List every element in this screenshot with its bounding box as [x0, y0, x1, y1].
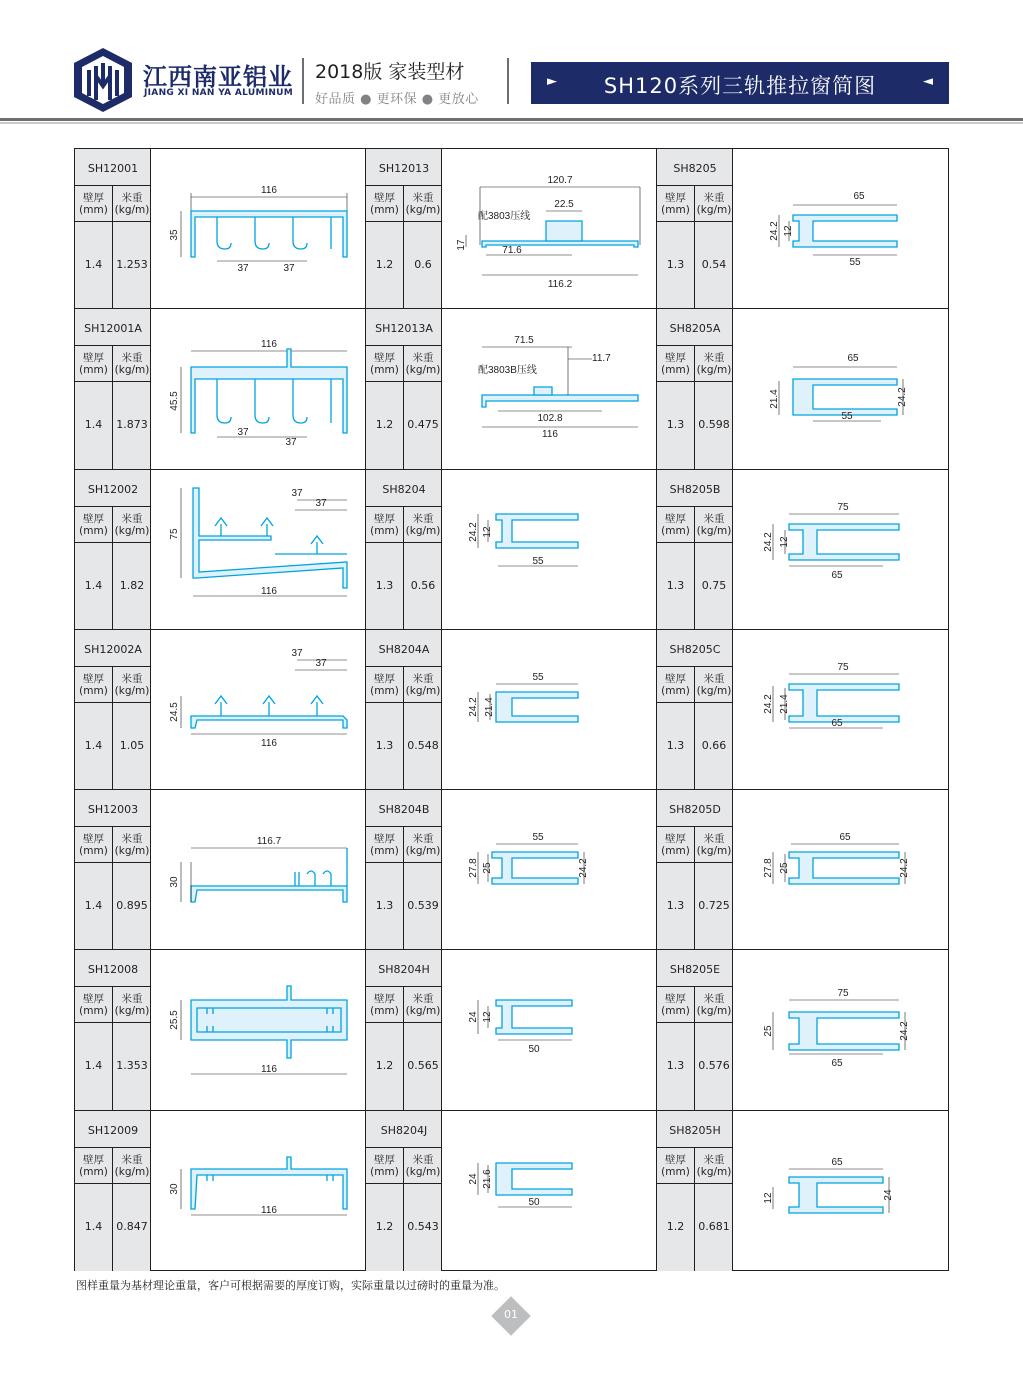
thickness-value: 1.4: [75, 863, 113, 949]
weight-value: 1.82: [119, 578, 145, 592]
weight-value: 1.873: [116, 418, 148, 432]
profile-code: SH8204: [366, 470, 442, 507]
thickness-value: 1.3: [657, 863, 695, 949]
svg-text:21.4: 21.4: [484, 697, 495, 717]
weight-header: 米重 (kg/m): [695, 507, 733, 543]
thickness-header: 壁厚 (mm): [75, 987, 113, 1023]
weight-value: 0.75: [701, 578, 727, 592]
svg-text:24.2: 24.2: [578, 858, 589, 878]
svg-text:24.2: 24.2: [899, 858, 910, 878]
svg-text:116: 116: [261, 737, 277, 749]
svg-text:65: 65: [831, 717, 843, 729]
profile-drawing: [733, 309, 947, 468]
profile-card: [366, 790, 657, 950]
svg-text:24.2: 24.2: [897, 387, 908, 408]
slogan: 好品质 ● 更环保 ● 更放心: [315, 92, 479, 107]
profile-card: [366, 309, 657, 469]
svg-text:24: 24: [883, 1189, 894, 1201]
svg-text:102.8: 102.8: [537, 413, 563, 425]
thickness-header: 壁厚 (mm): [75, 346, 113, 382]
profile-code: SH8204A: [366, 630, 442, 667]
weight-value: 0.54: [701, 258, 727, 271]
thickness-header: 壁厚 (mm): [366, 827, 404, 863]
thickness-header: 壁厚 (mm): [75, 667, 113, 703]
thickness-value: 1.4: [75, 703, 113, 789]
profile-drawing: [442, 790, 656, 949]
svg-text:27.8: 27.8: [763, 858, 774, 878]
company-logo-icon: [72, 46, 134, 114]
thickness-header: 壁厚 (mm): [366, 987, 404, 1023]
thickness-value: 1.4: [75, 1184, 113, 1271]
spec-panel: [366, 950, 442, 1109]
spec-panel: [75, 309, 151, 468]
profile-drawing: [733, 470, 947, 629]
thickness-value: 1.3: [366, 863, 404, 949]
weight-header: 米重 (kg/m): [113, 507, 151, 543]
weight-value: 0.565: [407, 1059, 439, 1073]
svg-text:25: 25: [763, 1025, 774, 1038]
thickness-header: 壁厚 (mm): [366, 507, 404, 543]
spec-panel: [75, 630, 151, 789]
profile-card: [75, 470, 366, 630]
weight-value: 0.725: [698, 899, 730, 913]
footnote: 图样重量为基材理论重量，客户可根据需要的厚度订购，实际重量以过磅时的重量为准。: [76, 1279, 505, 1292]
weight-header: 米重 (kg/m): [113, 346, 151, 382]
profile-card: [366, 1111, 657, 1271]
thickness-value: 1.4: [75, 543, 113, 629]
svg-text:24.2: 24.2: [899, 1021, 910, 1042]
profile-drawing: [733, 790, 947, 949]
thickness-value: 1.2: [657, 1184, 695, 1271]
thickness-value: 1.3: [366, 543, 404, 629]
thickness-value: 1.3: [657, 543, 695, 629]
weight-header: 米重 (kg/m): [113, 827, 151, 863]
svg-text:25: 25: [779, 862, 790, 874]
thickness-header: 壁厚 (mm): [657, 987, 695, 1023]
profile-drawing: [151, 470, 365, 629]
svg-text:24.2: 24.2: [763, 531, 774, 552]
weight-header: 米重 (kg/m): [695, 827, 733, 863]
profile-card: [75, 309, 366, 469]
svg-text:65: 65: [847, 353, 859, 365]
svg-text:25: 25: [482, 862, 493, 874]
svg-text:37: 37: [237, 427, 249, 439]
thickness-value: 1.2: [366, 1023, 404, 1109]
profile-card: [75, 630, 366, 790]
svg-text:37: 37: [291, 647, 303, 659]
thickness-value: 1.3: [366, 703, 404, 789]
weight-header: 米重 (kg/m): [695, 667, 733, 703]
svg-text:116.7: 116.7: [256, 836, 282, 848]
svg-text:55: 55: [532, 555, 544, 567]
thickness-header: 壁厚 (mm): [657, 827, 695, 863]
svg-text:11.7: 11.7: [592, 353, 611, 365]
thickness-header: 壁厚 (mm): [366, 1148, 404, 1184]
profile-code: SH12002A: [75, 630, 151, 667]
weight-header: 米重 (kg/m): [113, 186, 151, 222]
weight-value: 0.56: [410, 578, 436, 592]
svg-text:30: 30: [169, 876, 180, 888]
svg-text:116: 116: [261, 185, 277, 196]
title-banner: [531, 62, 949, 104]
weight-header: 米重 (kg/m): [404, 827, 442, 863]
profile-code: SH12009: [75, 1111, 151, 1148]
profile-drawing: [442, 149, 656, 308]
profile-card: [657, 470, 948, 630]
weight-header: 米重 (kg/m): [695, 346, 733, 382]
svg-text:65: 65: [853, 191, 865, 202]
spec-panel: [657, 309, 733, 468]
weight-value: 0.66: [701, 738, 727, 752]
profile-card: [75, 950, 366, 1110]
spec-panel: [75, 950, 151, 1109]
svg-text:75: 75: [837, 661, 849, 673]
profile-drawing: [733, 1111, 947, 1271]
profile-card: [75, 790, 366, 950]
profile-code: SH12001: [75, 149, 151, 186]
svg-text:12: 12: [779, 536, 790, 548]
weight-header: 米重 (kg/m): [404, 507, 442, 543]
spec-panel: [657, 1111, 733, 1271]
svg-text:75: 75: [169, 528, 180, 540]
thickness-value: 1.4: [75, 382, 113, 468]
thickness-value: 1.2: [366, 1184, 404, 1271]
weight-value: 1.353: [116, 1059, 148, 1073]
spec-panel: [366, 1111, 442, 1271]
profile-card: [75, 149, 366, 309]
profile-code: SH8204H: [366, 950, 442, 987]
svg-text:71.6: 71.6: [502, 245, 522, 256]
spec-panel: [657, 470, 733, 629]
svg-text:71.5: 71.5: [514, 335, 534, 347]
arrow-right-icon: ►: [547, 74, 557, 89]
weight-header: 米重 (kg/m): [113, 987, 151, 1023]
thickness-value: 1.2: [366, 222, 404, 308]
svg-text:12: 12: [783, 225, 794, 237]
thickness-header: 壁厚 (mm): [657, 1148, 695, 1184]
profile-card: [657, 790, 948, 950]
profile-drawing: [442, 630, 656, 789]
spec-panel: [75, 149, 151, 308]
profile-code: SH8205A: [657, 309, 733, 346]
weight-header: 米重 (kg/m): [695, 987, 733, 1023]
weight-value: 0.598: [698, 418, 730, 432]
profile-code: SH8205E: [657, 950, 733, 987]
svg-text:24.5: 24.5: [169, 702, 180, 722]
profile-drawing: [151, 790, 365, 949]
svg-text:24: 24: [468, 1173, 479, 1185]
profile-card: [657, 1111, 948, 1271]
svg-text:30: 30: [169, 1183, 180, 1195]
header-rule: [0, 118, 1023, 121]
svg-text:65: 65: [839, 832, 851, 844]
profile-card: [366, 149, 657, 309]
spec-panel: [366, 309, 442, 468]
svg-text:12: 12: [482, 1011, 493, 1024]
svg-text:65: 65: [831, 1156, 843, 1168]
weight-header: 米重 (kg/m): [113, 1148, 151, 1184]
weight-value: 0.548: [407, 738, 439, 752]
thickness-value: 1.3: [657, 222, 695, 308]
spec-panel: [75, 470, 151, 629]
profile-catalog-grid: [74, 148, 949, 1271]
thickness-header: 壁厚 (mm): [657, 667, 695, 703]
spec-panel: [75, 1111, 151, 1271]
thickness-header: 壁厚 (mm): [366, 346, 404, 382]
svg-text:24.2: 24.2: [468, 697, 479, 717]
svg-text:35: 35: [169, 229, 180, 241]
weight-header: 米重 (kg/m): [695, 186, 733, 222]
svg-text:116: 116: [261, 1204, 277, 1216]
profile-card: [657, 950, 948, 1110]
weight-header: 米重 (kg/m): [695, 1148, 733, 1184]
spec-panel: [657, 950, 733, 1109]
spec-panel: [366, 630, 442, 789]
svg-text:55: 55: [841, 411, 853, 423]
svg-text:12: 12: [482, 526, 493, 538]
profile-drawing: [733, 950, 947, 1109]
svg-text:50: 50: [528, 1044, 540, 1056]
thickness-value: 1.2: [366, 382, 404, 468]
profile-code: SH8204B: [366, 790, 442, 827]
svg-text:25.5: 25.5: [169, 1010, 180, 1031]
profile-code: SH12013A: [366, 309, 442, 346]
weight-value: 1.05: [119, 738, 145, 752]
weight-value: 0.847: [116, 1219, 148, 1233]
svg-text:65: 65: [831, 1058, 843, 1070]
svg-text:50: 50: [528, 1196, 540, 1208]
profile-card: [366, 630, 657, 790]
svg-text:75: 75: [837, 988, 849, 1000]
svg-text:37: 37: [315, 657, 327, 669]
svg-text:116: 116: [261, 1064, 277, 1076]
weight-value: 0.576: [698, 1059, 730, 1073]
profile-drawing: [151, 950, 365, 1109]
svg-text:45.5: 45.5: [169, 391, 180, 412]
svg-text:37: 37: [237, 263, 249, 274]
header-divider: [302, 58, 304, 104]
profile-drawing: [733, 630, 947, 789]
svg-text:21.4: 21.4: [779, 694, 790, 714]
profile-code: SH8205: [657, 149, 733, 186]
thickness-header: 壁厚 (mm): [366, 667, 404, 703]
profile-card: [75, 1111, 366, 1271]
header-divider: [507, 58, 509, 104]
svg-text:37: 37: [285, 437, 297, 449]
page-title: SH120系列三轨推拉窗简图: [603, 74, 877, 98]
spec-panel: [366, 790, 442, 949]
svg-text:37: 37: [291, 487, 303, 499]
edition-label: 2018版 家装型材: [315, 61, 465, 83]
thickness-header: 壁厚 (mm): [75, 827, 113, 863]
thickness-value: 1.3: [657, 382, 695, 468]
weight-header: 米重 (kg/m): [404, 346, 442, 382]
profile-drawing: [151, 149, 365, 308]
weight-value: 0.543: [407, 1219, 439, 1233]
svg-text:65: 65: [831, 569, 843, 581]
thickness-header: 壁厚 (mm): [75, 1148, 113, 1184]
svg-text:55: 55: [849, 257, 861, 268]
header-rule-light: [0, 122, 1023, 124]
spec-panel: [657, 790, 733, 949]
svg-text:21.4: 21.4: [769, 389, 780, 410]
profile-card: [366, 950, 657, 1110]
svg-text:配3803B压线: 配3803B压线: [478, 365, 537, 377]
profile-code: SH12003: [75, 790, 151, 827]
svg-text:21.6: 21.6: [482, 1169, 493, 1189]
spec-panel: [366, 470, 442, 629]
brand-name-en: JIANG XI NAN YA ALUMINUM: [144, 88, 294, 98]
profile-code: SH12001A: [75, 309, 151, 346]
thickness-value: 1.4: [75, 222, 113, 308]
svg-text:24.2: 24.2: [763, 694, 774, 714]
thickness-value: 1.4: [75, 1023, 113, 1109]
page-number: 01: [504, 1308, 518, 1321]
profile-card: [366, 470, 657, 630]
weight-value: 0.475: [407, 418, 439, 432]
weight-header: 米重 (kg/m): [404, 186, 442, 222]
brand-name-cn: 江西南亚铝业: [143, 63, 293, 91]
weight-value: 1.253: [116, 258, 148, 271]
thickness-header: 壁厚 (mm): [366, 186, 404, 222]
profile-drawing: [151, 309, 365, 468]
thickness-header: 壁厚 (mm): [657, 186, 695, 222]
svg-text:配3803压线: 配3803压线: [478, 211, 531, 222]
weight-header: 米重 (kg/m): [113, 667, 151, 703]
thickness-header: 壁厚 (mm): [657, 346, 695, 382]
svg-text:116.2: 116.2: [547, 279, 573, 290]
thickness-value: 1.3: [657, 703, 695, 789]
profile-code: SH8205D: [657, 790, 733, 827]
weight-value: 0.681: [698, 1219, 730, 1233]
svg-text:12: 12: [763, 1192, 774, 1204]
profile-code: SH8205H: [657, 1111, 733, 1148]
spec-panel: [657, 630, 733, 789]
weight-value: 0.895: [116, 899, 148, 913]
profile-code: SH8205C: [657, 630, 733, 667]
profile-drawing: [442, 470, 656, 629]
svg-text:116: 116: [542, 429, 558, 441]
svg-text:24: 24: [468, 1011, 479, 1024]
page-header: [0, 0, 1023, 122]
profile-drawing: [151, 1111, 365, 1271]
weight-value: 0.539: [407, 899, 439, 913]
spec-panel: [75, 790, 151, 949]
weight-value: 0.6: [414, 258, 432, 271]
weight-header: 米重 (kg/m): [404, 667, 442, 703]
svg-text:116: 116: [261, 585, 277, 597]
spec-panel: [657, 149, 733, 308]
thickness-header: 壁厚 (mm): [657, 507, 695, 543]
svg-text:22.5: 22.5: [554, 199, 574, 210]
svg-text:27.8: 27.8: [468, 858, 479, 878]
profile-code: SH8204J: [366, 1111, 442, 1148]
profile-drawing: [442, 950, 656, 1109]
profile-code: SH12013: [366, 149, 442, 186]
svg-text:55: 55: [532, 671, 544, 683]
svg-text:116: 116: [261, 339, 277, 351]
svg-text:120.7: 120.7: [547, 175, 573, 186]
weight-header: 米重 (kg/m): [404, 1148, 442, 1184]
svg-text:75: 75: [837, 501, 849, 513]
spec-panel: [366, 149, 442, 308]
svg-text:37: 37: [315, 497, 327, 509]
svg-text:37: 37: [283, 263, 295, 274]
profile-drawing: [442, 1111, 656, 1271]
svg-text:24.2: 24.2: [769, 221, 780, 241]
profile-card: [657, 149, 948, 309]
thickness-value: 1.3: [657, 1023, 695, 1109]
profile-code: SH8205B: [657, 470, 733, 507]
profile-code: SH12002: [75, 470, 151, 507]
weight-header: 米重 (kg/m): [404, 987, 442, 1023]
arrow-left-icon: ◄: [923, 74, 933, 89]
profile-code: SH12008: [75, 950, 151, 987]
svg-text:24.2: 24.2: [468, 521, 479, 542]
profile-drawing: [151, 630, 365, 789]
svg-text:17: 17: [456, 239, 467, 251]
thickness-header: 壁厚 (mm): [75, 186, 113, 222]
profile-drawing: [733, 149, 947, 308]
profile-card: [657, 630, 948, 790]
svg-text:55: 55: [532, 832, 544, 844]
profile-card: [657, 309, 948, 469]
thickness-header: 壁厚 (mm): [75, 507, 113, 543]
profile-drawing: [442, 309, 656, 468]
